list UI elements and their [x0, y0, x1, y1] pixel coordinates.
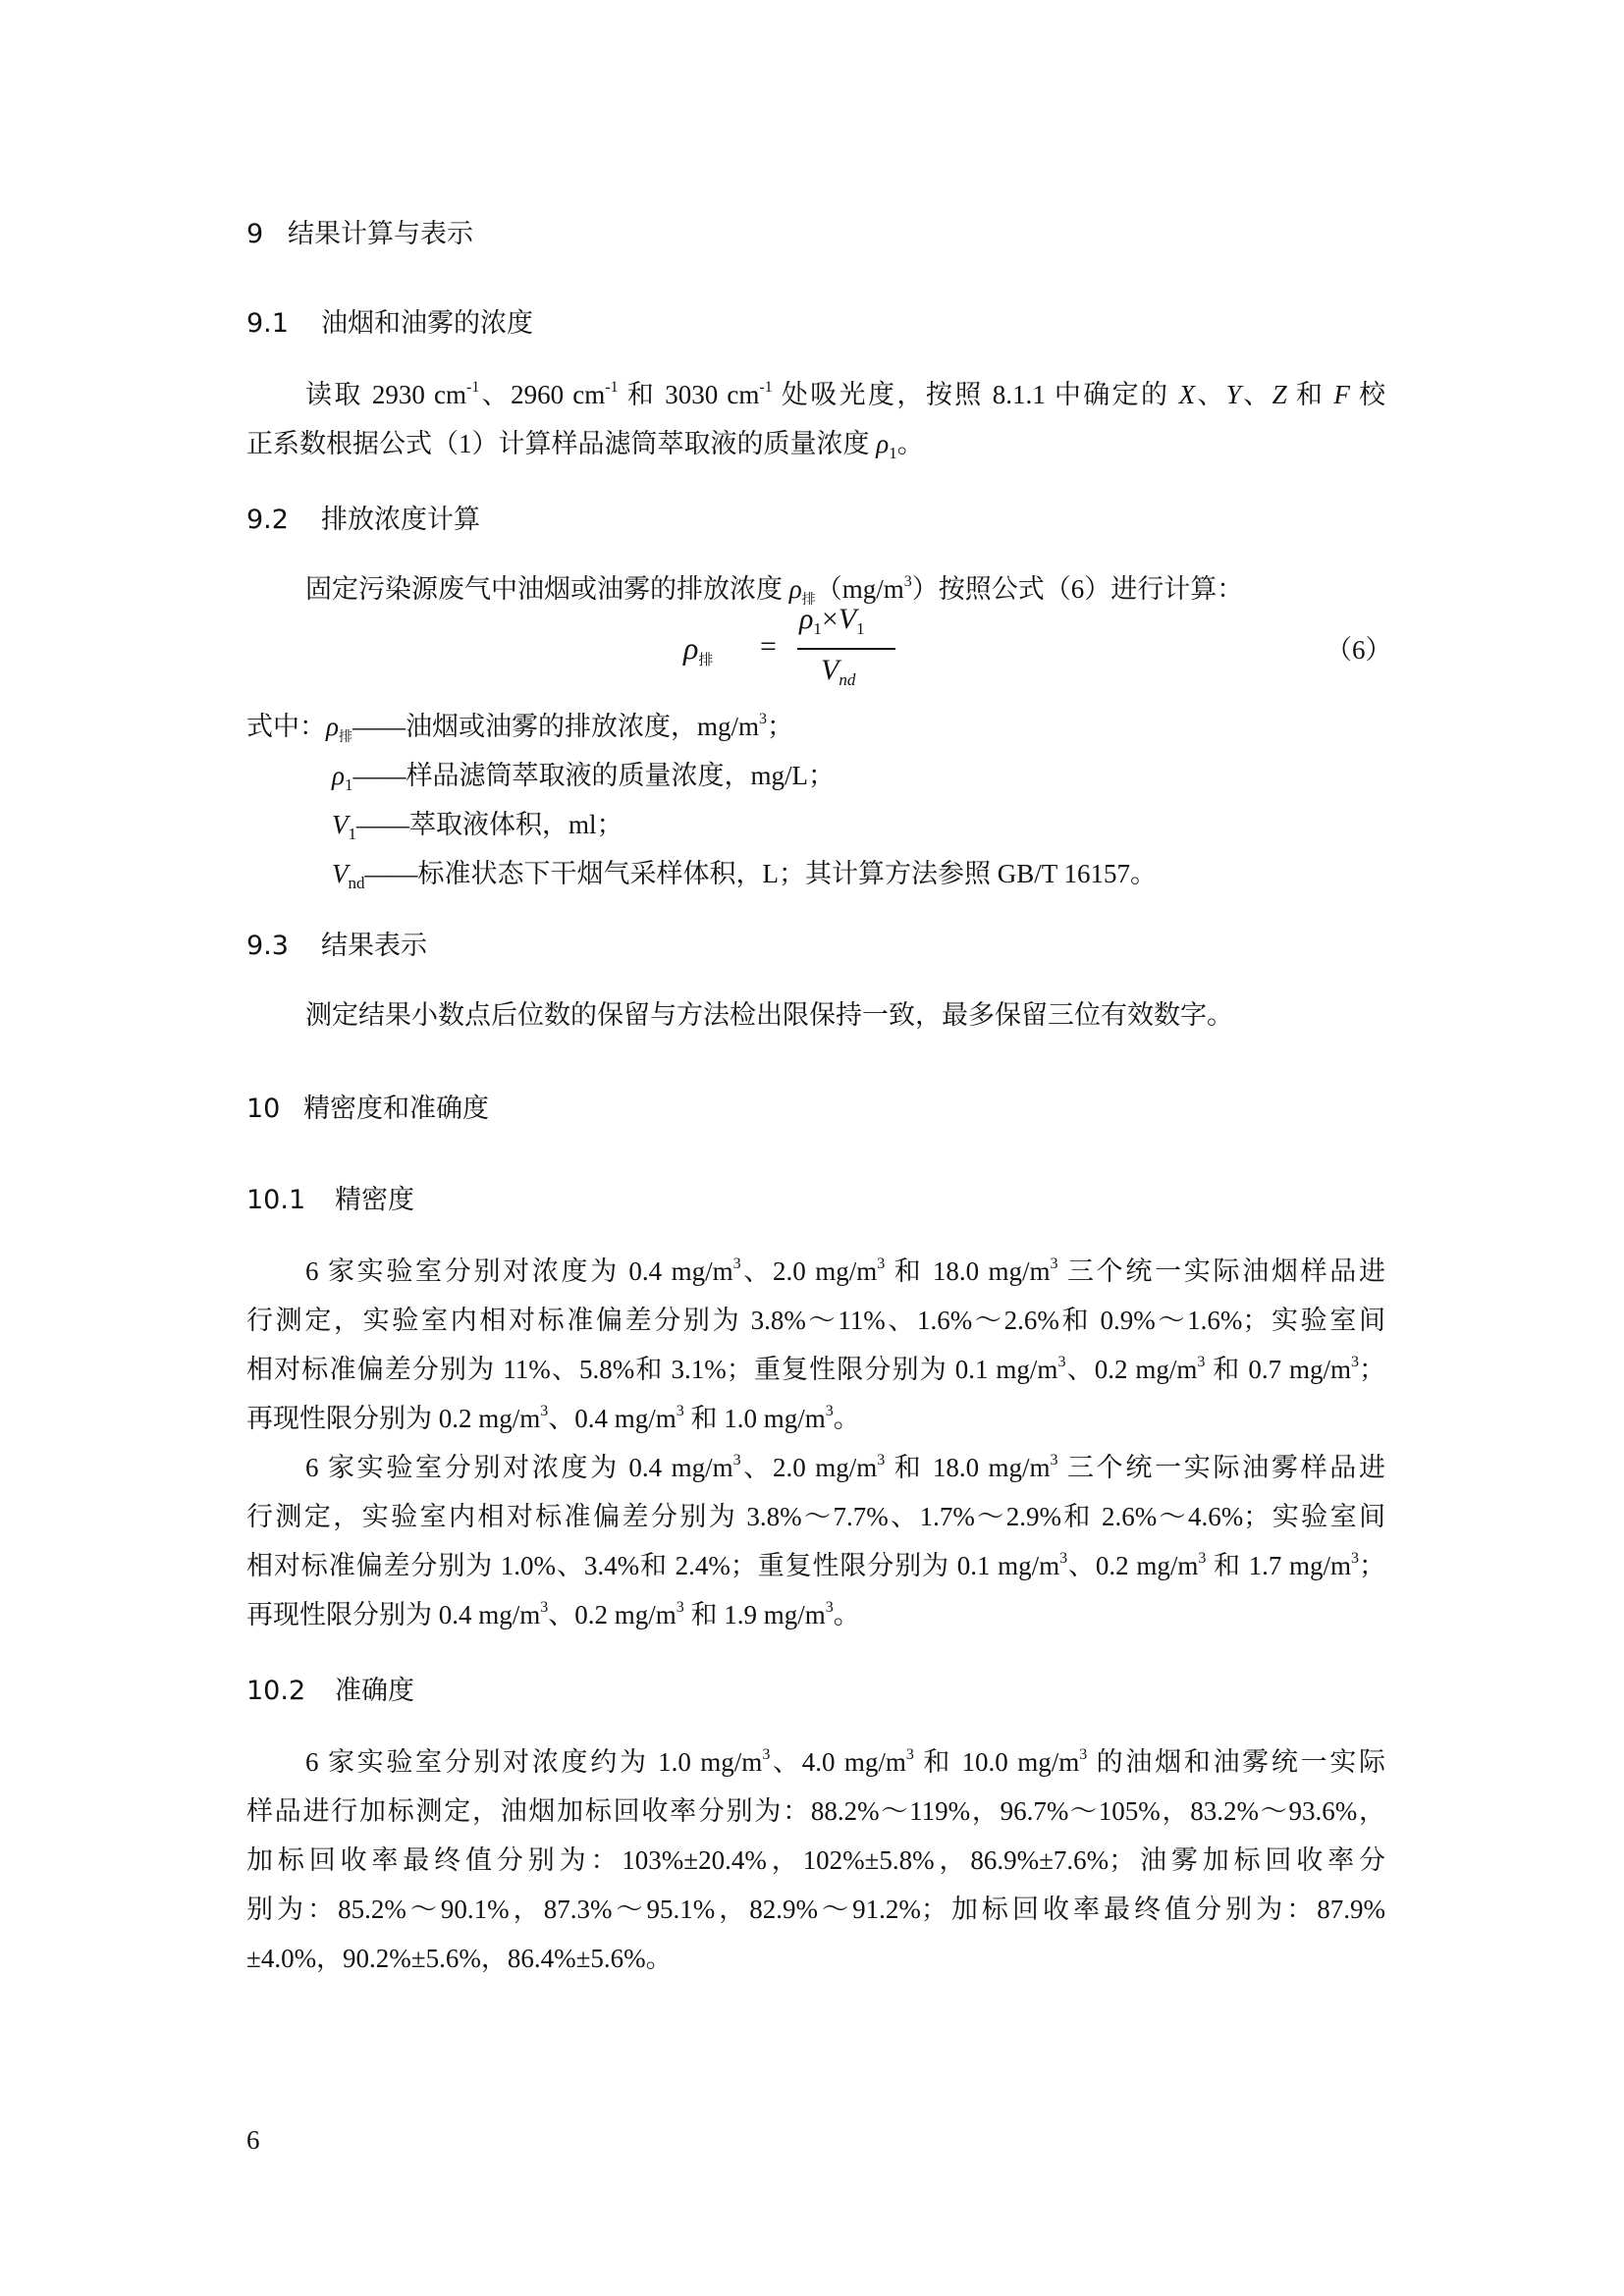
- section-number: 10: [246, 1094, 281, 1124]
- paragraph-10-2-line-1: [246, 1740, 1385, 1779]
- text: 、: [1240, 380, 1272, 409]
- text: 处吸光度，按照 8.1.1 中确定的: [772, 380, 1179, 409]
- section-10-2-heading: [246, 1669, 414, 1707]
- fraction-bar: [797, 648, 895, 650]
- text: 。: [833, 1404, 860, 1433]
- section-title: 精密度: [335, 1185, 414, 1215]
- times-sign: ×: [821, 603, 839, 635]
- where-item-4: [332, 852, 1157, 890]
- section-9-3-heading: [246, 924, 427, 962]
- paragraph-10-1b-line-3: [246, 1544, 1385, 1582]
- symbol-rho: ρ: [683, 630, 699, 666]
- superscript: 3: [1050, 1452, 1058, 1468]
- text: 、0.2 mg/m: [1067, 1551, 1199, 1580]
- symbol-rho: ρ: [876, 429, 890, 458]
- text: 和 10.0 mg/m: [913, 1747, 1080, 1777]
- variable-x: X: [1178, 380, 1196, 409]
- text: 和 1.7 mg/m: [1206, 1551, 1351, 1580]
- paragraph-10-1b-line-2: 行测定，实验室内相对标准偏差分别为 3.8%～7.7%、1.7%～2.9%和 2.6%～4.6%；实验室间: [246, 1502, 1385, 1531]
- equation-number: （6）: [1326, 635, 1392, 665]
- section-title: 精密度和准确度: [303, 1094, 489, 1124]
- superscript: -1: [759, 379, 773, 396]
- superscript: 3: [877, 1255, 886, 1272]
- superscript: 3: [825, 1403, 834, 1419]
- text: 和 3030 cm: [618, 380, 760, 409]
- variable-v: V: [838, 603, 857, 635]
- text: 、2.0 mg/m: [740, 1256, 878, 1286]
- subscript: 1: [856, 619, 865, 638]
- section-number: 9.3: [246, 931, 289, 961]
- superscript: 3: [905, 1746, 914, 1763]
- where-prefix: 式中：: [246, 712, 326, 741]
- section-number: 10.2: [246, 1676, 306, 1706]
- section-number: 9.2: [246, 505, 289, 535]
- variable-y: Y: [1225, 380, 1241, 409]
- section-number: 9: [246, 219, 264, 249]
- text: 和 1.9 mg/m: [683, 1600, 826, 1629]
- paragraph-10-1a-line-4: [246, 1397, 860, 1435]
- subscript: 排: [338, 730, 352, 745]
- section-title: 排放浓度计算: [321, 505, 480, 535]
- text: ——萃取液体积，ml；: [356, 810, 623, 839]
- section-number: 10.1: [246, 1185, 306, 1215]
- section-title: 油烟和油雾的浓度: [321, 308, 533, 339]
- text: ——油烟或油雾的排放浓度，mg/m: [352, 712, 759, 741]
- paragraph-10-1a-line-3: [246, 1348, 1385, 1386]
- section-title: 结果计算与表示: [288, 219, 473, 249]
- text: 、4.0 mg/m: [770, 1747, 906, 1777]
- superscript: 3: [676, 1403, 684, 1419]
- paragraph-9-1-line-2: [246, 422, 924, 460]
- text: 和 1.0 mg/m: [683, 1404, 826, 1433]
- variable-v: V: [821, 654, 839, 686]
- text: 。: [833, 1600, 860, 1629]
- superscript: 3: [1198, 1550, 1207, 1567]
- text: ——标准状态下干烟气采样体积，L；其计算方法参照 GB/T 16157。: [364, 859, 1158, 888]
- superscript: 3: [1057, 1354, 1066, 1370]
- text: ；: [1359, 1551, 1385, 1580]
- paragraph-10-2-line-5: ±4.0%，90.2%±5.6%，86.4%±5.6%。: [246, 1944, 673, 1973]
- text: 、2.0 mg/m: [740, 1453, 878, 1482]
- text: 、0.2 mg/m: [548, 1600, 677, 1629]
- superscript: 3: [877, 1452, 886, 1468]
- superscript: -1: [605, 379, 619, 396]
- text: 正系数根据公式（1）计算样品滤筒萃取液的质量浓度: [246, 429, 877, 458]
- superscript: 3: [903, 573, 912, 590]
- text: 和 0.7 mg/m: [1205, 1355, 1351, 1384]
- paragraph-10-1a-line-1: [246, 1250, 1385, 1288]
- superscript: 3: [1197, 1354, 1206, 1370]
- subscript: 1: [889, 444, 897, 462]
- text: 再现性限分别为 0.4 mg/m: [246, 1600, 541, 1629]
- text: ——样品滤筒萃取液的质量浓度，mg/L；: [352, 761, 835, 790]
- section-9-1-heading: [246, 301, 533, 340]
- text: 和: [1286, 380, 1334, 409]
- superscript: 3: [676, 1599, 684, 1616]
- section-10-1-heading: [246, 1178, 414, 1216]
- paragraph-10-1b-line-1: [246, 1446, 1385, 1484]
- where-item-3: [332, 803, 623, 841]
- variable-v: V: [332, 859, 349, 888]
- superscript: 3: [1351, 1354, 1359, 1370]
- symbol-rho: ρ: [326, 712, 339, 741]
- text: 三个统一实际油雾样品进: [1057, 1453, 1385, 1482]
- superscript: 3: [732, 1255, 741, 1272]
- paragraph-10-1a-line-2: 行测定，实验室内相对标准偏差分别为 3.8%～11%、1.6%～2.6%和 0.9%～1.6%；实验室间: [246, 1306, 1385, 1335]
- superscript: 3: [758, 711, 767, 727]
- paragraph-10-2-line-3: 加标回收率最终值分别为：103%±20.4%，102%±5.8%，86.9%±7.6%；油雾加标回收率分: [246, 1845, 1385, 1875]
- text: ）按照公式（6）进行计算：: [911, 574, 1244, 604]
- formula-numerator: [799, 603, 865, 636]
- text: 相对标准偏差分别为 11%、5.8%和 3.1%；重复性限分别为 0.1 mg/m: [246, 1355, 1058, 1384]
- superscript: 3: [1050, 1255, 1058, 1272]
- superscript: 3: [1059, 1550, 1068, 1567]
- subscript: 排: [801, 593, 816, 608]
- paragraph-10-2-line-4: 别为：85.2%～90.1%，87.3%～95.1%，82.9%～91.2%；加标回收率最终值分别为：87.9%: [246, 1895, 1385, 1924]
- text: 的油烟和油雾统一实际: [1087, 1747, 1385, 1777]
- text: 读取 2930 cm: [305, 380, 467, 409]
- superscript: 3: [1351, 1550, 1359, 1567]
- superscript: 3: [540, 1599, 549, 1616]
- paragraph-10-2-line-2: 样品进行加标测定，油烟加标回收率分别为：88.2%～119%，96.7%～105%，83.2%～93.6%，: [246, 1796, 1385, 1826]
- section-title: 准确度: [335, 1676, 414, 1706]
- text: 、0.2 mg/m: [1065, 1355, 1198, 1384]
- text: 、: [1195, 380, 1226, 409]
- text: 校: [1349, 380, 1385, 409]
- section-title: 结果表示: [321, 931, 427, 961]
- superscript: 3: [825, 1599, 834, 1616]
- section-number: 9.1: [246, 308, 289, 339]
- text: 6 家实验室分别对浓度为 0.4 mg/m: [305, 1453, 733, 1482]
- text: 固定污染源废气中油烟或油雾的排放浓度: [305, 574, 789, 604]
- superscript: -1: [466, 379, 480, 396]
- paragraph-9-3: 测定结果小数点后位数的保留与方法检出限保持一致，最多保留三位有效数字。: [305, 1000, 1233, 1030]
- superscript: 3: [762, 1746, 771, 1763]
- text: 、2960 cm: [479, 380, 606, 409]
- text: （mg/m: [815, 574, 904, 604]
- symbol-rho: ρ: [788, 574, 802, 604]
- superscript: 3: [732, 1452, 741, 1468]
- paragraph-9-1-line-1: [246, 373, 1385, 411]
- subscript: nd: [348, 874, 365, 892]
- formula-lhs: [683, 630, 713, 667]
- formula-denominator: [821, 654, 855, 687]
- section-10-heading: [246, 1087, 489, 1125]
- text: 三个统一实际油烟样品进: [1057, 1256, 1385, 1286]
- variable-f: F: [1333, 380, 1350, 409]
- symbol-rho: ρ: [799, 603, 814, 635]
- variable-v: V: [332, 810, 349, 839]
- subscript: 1: [344, 775, 353, 794]
- page-number: 6: [246, 2125, 260, 2155]
- text: 和 18.0 mg/m: [885, 1256, 1051, 1286]
- where-item-1: [246, 705, 793, 743]
- variable-z: Z: [1272, 380, 1287, 409]
- text: 。: [896, 429, 924, 458]
- formula-6: [677, 601, 913, 709]
- subscript: 排: [698, 653, 714, 668]
- subscript: nd: [839, 670, 856, 689]
- symbol-rho: ρ: [332, 761, 345, 790]
- section-9-2-heading: [246, 498, 480, 536]
- superscript: 3: [540, 1403, 549, 1419]
- subscript: 1: [348, 825, 356, 843]
- text: ；: [766, 712, 793, 741]
- subscript: 1: [813, 619, 822, 638]
- text: 再现性限分别为 0.2 mg/m: [246, 1404, 541, 1433]
- section-9-heading: [246, 212, 473, 250]
- text: ；: [1359, 1355, 1385, 1384]
- equals-sign: =: [760, 630, 777, 663]
- text: 和 18.0 mg/m: [885, 1453, 1051, 1482]
- text: 6 家实验室分别对浓度为 0.4 mg/m: [305, 1256, 733, 1286]
- text: 6 家实验室分别对浓度约为 1.0 mg/m: [305, 1747, 763, 1777]
- superscript: 3: [1079, 1746, 1088, 1763]
- paragraph-10-1b-line-4: [246, 1593, 860, 1631]
- text: 相对标准偏差分别为 1.0%、3.4%和 2.4%；重复性限分别为 0.1 mg/m: [246, 1551, 1060, 1580]
- where-item-2: [332, 754, 835, 792]
- text: 、0.4 mg/m: [548, 1404, 677, 1433]
